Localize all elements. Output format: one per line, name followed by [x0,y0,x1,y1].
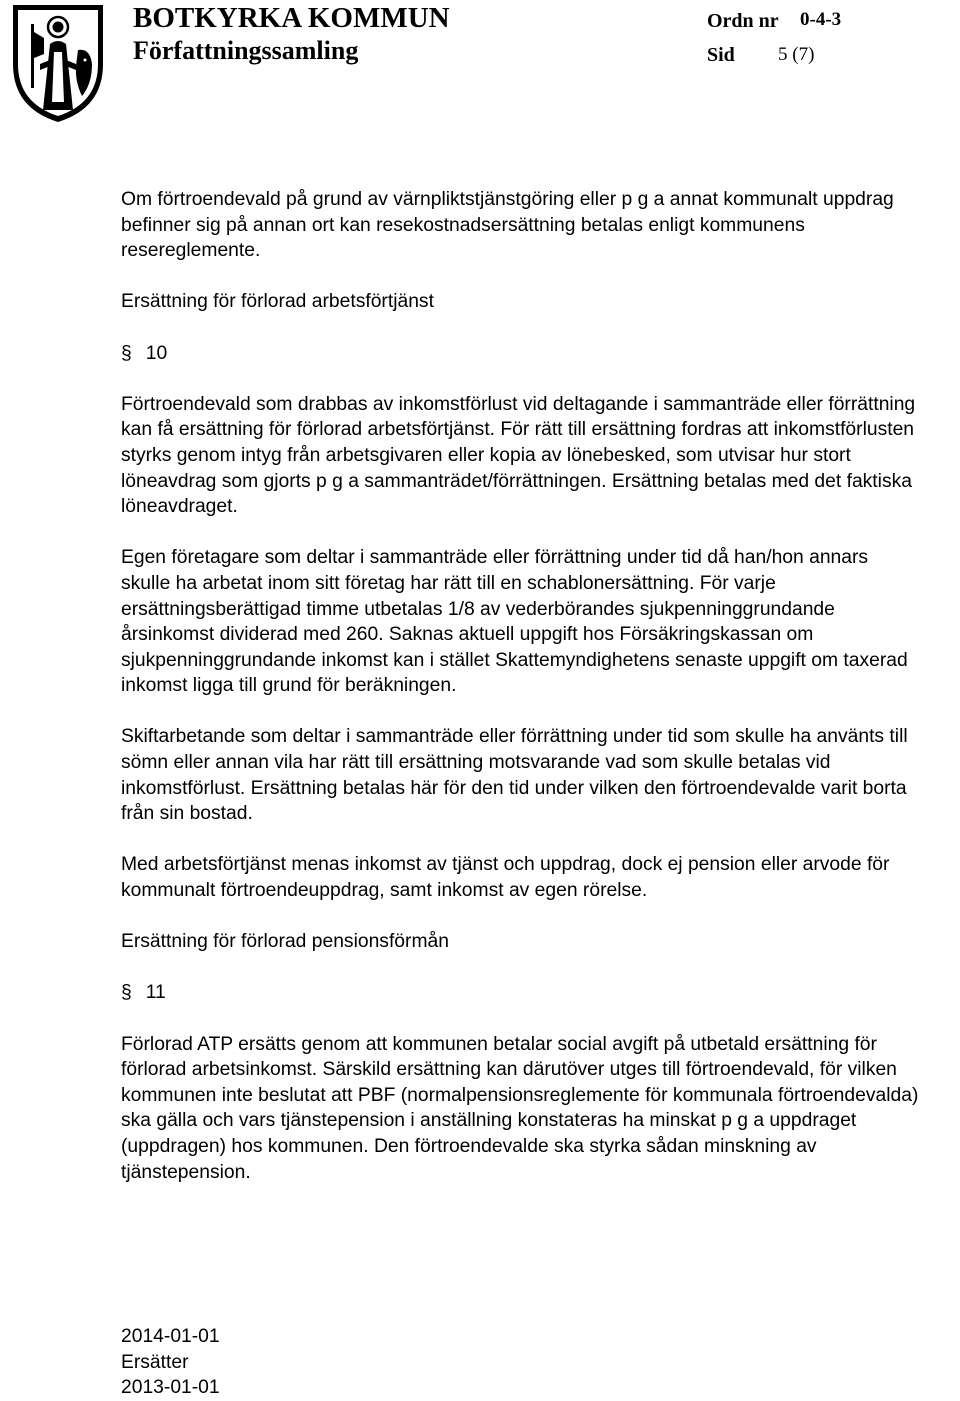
section-number: 10 [145,342,168,364]
footer-effective-date: 2014-01-01 [121,1326,220,1347]
footer-replaces-label: Ersätter [121,1351,189,1373]
ordn-value: 0-4-3 [800,9,842,30]
heading-lost-pension: Ersättning för förlorad pensionsförmån [121,931,449,953]
paragraph-lost-earnings: Förtroendevald som drabbas av inkomstförlust vid deltagande i sammanträde eller förrättning kan få ersättning för förlorad arbetsförtjänst. För rätt till ersättning fordras att inkomstförlusten styrks genom intyg från arbetsgivaren eller kopia av lönebesked, som utvisar hur stort löneavdrag som gjorts p g a sammanträdet/förrättningen. Ersättning betalas med det faktiska löneavdraget. [121,393,916,518]
footer-replaced-date: 2013-01-01 [121,1377,220,1399]
section-symbol: § [121,982,132,1004]
ordn-label: Ordn nr [707,10,779,32]
page-value: 5 (7) [778,44,815,65]
document-body [121,187,921,1185]
paragraph-shift-workers: Skiftarbetande som deltar i sammanträde eller förrättning under tid som skulle ha använts till sömn eller annan vila har rätt till ersättning motsvarande vad som skulle betalas vid inkomstförlust. Ersättning betalas här för den tid under vilken den förtroendevalde varit borta från sin bostad. [121,726,908,825]
section-symbol: § [121,342,132,364]
organization-name: BOTKYRKA KOMMUN [133,2,450,34]
section-10-marker [121,341,921,367]
paragraph-lost-pension: Förlorad ATP ersätts genom att kommunen betalar social avgift på utbetald ersättning för förlorad arbetsinkomst. Särskild ersättning kan därutöver utges till förtroendevald, för vilken kommunen inte beslutat att PBF (normalpensionsreglemente för kommunala förtroendevalda) ska gälla och vars tjänstepension i anställning konstateras ha minskat p g a uppdraget (uppdragen) hos kommunen. Den förtroendevalde ska styrka sådan minskning av tjänstepension. [121,1033,919,1183]
page-label: Sid [707,44,735,66]
section-11-marker [121,980,921,1006]
paragraph-earnings-definition: Med arbetsförtjänst menas inkomst av tjänst och uppdrag, dock ej pension eller arvode för kommunalt förtroendeuppdrag, samt inkomst av egen rörelse. [121,854,890,902]
collection-name: Författningssamling [133,36,359,65]
paragraph-self-employed: Egen företagare som deltar i sammanträde eller förrättning under tid då han/hon annars skulle ha arbetat inom sitt företag har rätt till en schablonersättning. För varje ersättningsberättigad timme utbetalas 1/8 av vederbörandes sjukpenninggrundande årsinkomst dividerad med 260. Saknas aktuell uppgift hos Försäkringskassan om sjukpenninggrundande inkomst kan i stället Skattemyndighetens senaste uppgift om taxerad inkomst ligga till grund för beräkningen. [121,547,908,697]
municipal-coat-of-arms-icon [10,2,106,124]
heading-lost-earnings: Ersättning för förlorad arbetsförtjänst [121,291,434,313]
paragraph-travel-costs: Om förtroendevald på grund av värnpliktstjänstgöring eller p g a annat kommunalt uppdrag befinner sig på annan ort kan resekostnadsersättning betalas enligt kommunens resereglemente. [121,189,894,262]
footer-dates [121,1324,220,1401]
section-number: 11 [145,982,166,1004]
